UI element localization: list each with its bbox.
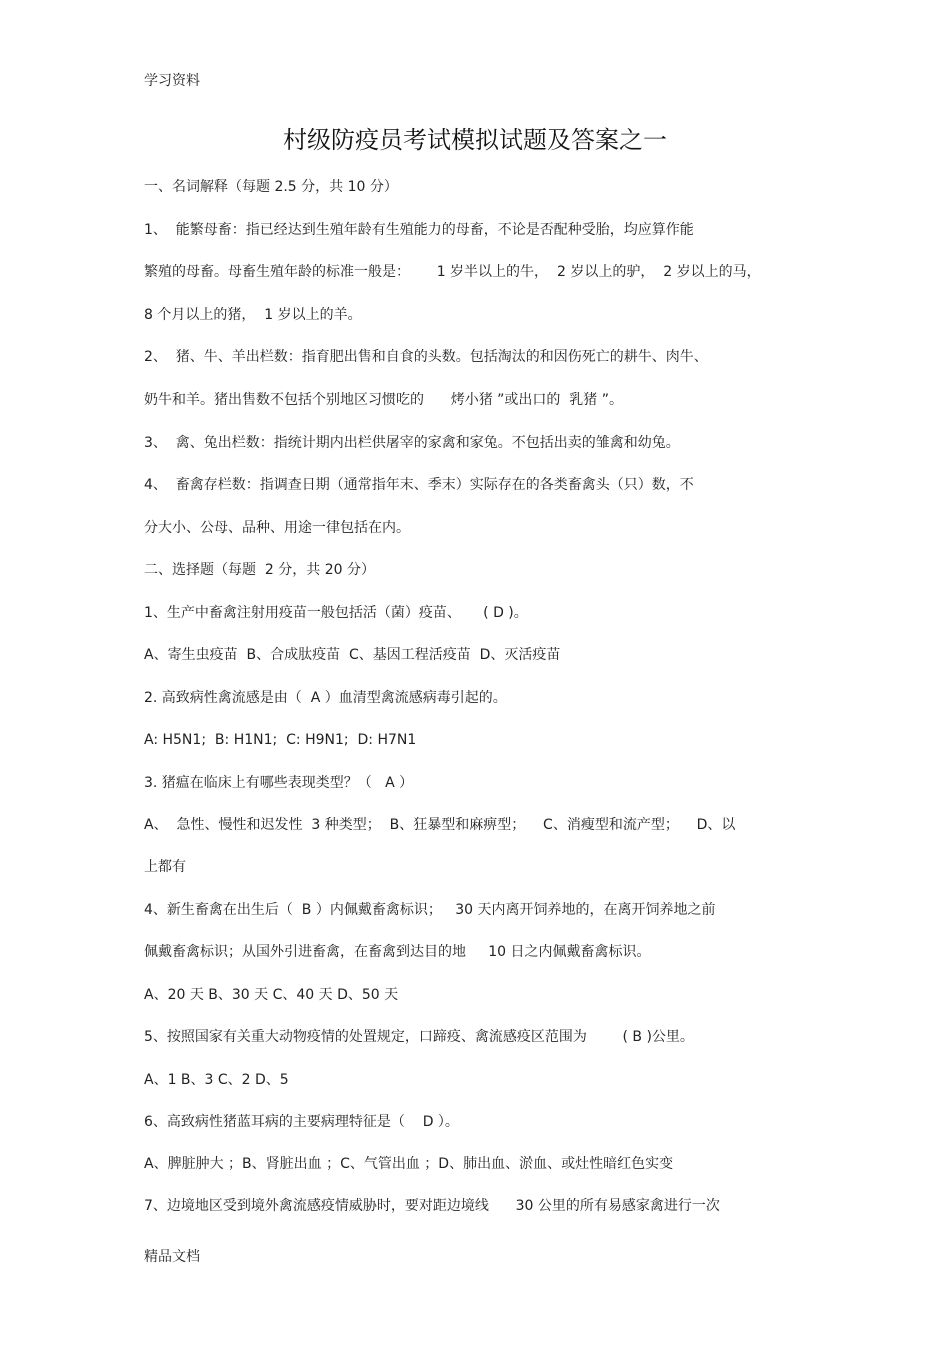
section2-line: 2. 高致病性禽流感是由（ A ）血清型禽流感病毒引起的。 [144,690,507,706]
section2-line: A: H5N1; B: H1N1; C: H9N1; D: H7N1 [144,732,417,748]
section2-line: A、脾脏肿大 ；B、肾脏出血 ；C、气管出血 ；D、肺出血、淤血、或灶性暗红色实变 [144,1156,674,1172]
document-title: 村级防疫员考试模拟试题及答案之一 [283,126,667,154]
section1-heading: 一、名词解释（每题 2.5 分，共 10 分） [144,179,398,195]
section1-line: 1、 能繁母畜：指已经达到生殖年龄有生殖能力的母畜，不论是否配种受胎，均应算作能 [144,222,694,238]
section2-line: 6、高致病性猪蓝耳病的主要病理特征是（ D ）。 [144,1114,459,1130]
section1-line: 2、 猪、牛、羊出栏数：指育肥出售和自食的头数。包括淘汰的和因伤死亡的耕牛、肉牛、 [144,349,708,365]
section2-line: 5、按照国家有关重大动物疫情的处置规定，口蹄疫、禽流感疫区范围为 ( B )公里。 [144,1029,694,1045]
section2-line: 上都有 [144,859,186,875]
section1-line: 繁殖的母畜。母畜生殖年龄的标准一般是： 1 岁半以上的牛， 2 岁以上的驴， 2 岁以上的马， [144,264,761,280]
section2-line: 1、生产中畜禽注射用疫苗一般包括活（菌）疫苗、 ( D )。 [144,605,528,621]
section1-line: 3、 禽、兔出栏数：指统计期内出栏供屠宰的家禽和家兔。不包括出卖的雏禽和幼兔。 [144,435,680,451]
section2-line: 佩戴畜禽标识；从国外引进畜禽，在畜禽到达目的地 10 日之内佩戴畜禽标识。 [144,944,651,960]
section2-line: A、 急性、慢性和迟发性 3 种类型； B、狂暴型和麻痹型； C、消瘦型和流产型； D、以 [144,817,736,833]
header-note: 学习资料 [144,73,200,89]
section2-line: A、1 B、3 C、2 D、5 [144,1072,289,1088]
section1-line: 分大小、公母、品种、用途一律包括在内。 [144,520,410,536]
section2-line: 7、边境地区受到境外禽流感疫情威胁时，要对距边境线 30 公里的所有易感家禽进行一次 [144,1198,720,1214]
section2-heading: 二、选择题（每题 2 分，共 20 分） [144,562,375,578]
section2-line: A、寄生虫疫苗 B、合成肽疫苗 C、基因工程活疫苗 D、灭活疫苗 [144,647,561,663]
section1-line: 奶牛和羊。猪出售数不包括个别地区习惯吃的 烤小猪 ”或出口的 乳猪 ”。 [144,392,624,408]
section1-line: 4、 畜禽存栏数：指调查日期（通常指年末、季末）实际存在的各类畜禽头（只）数，不 [144,477,694,493]
section1-line: 8 个月以上的猪， 1 岁以上的羊。 [144,307,362,323]
section2-line: 3. 猪瘟在临床上有哪些表现类型？（ A ） [144,775,414,791]
section2-line: 4、新生畜禽在出生后（ B ）内佩戴畜禽标识； 30 天内离开饲养地的，在离开饲养地之前 [144,902,716,918]
section2-line: A、20 天 B、30 天 C、40 天 D、50 天 [144,987,399,1003]
footer-note: 精品文档 [144,1249,200,1265]
